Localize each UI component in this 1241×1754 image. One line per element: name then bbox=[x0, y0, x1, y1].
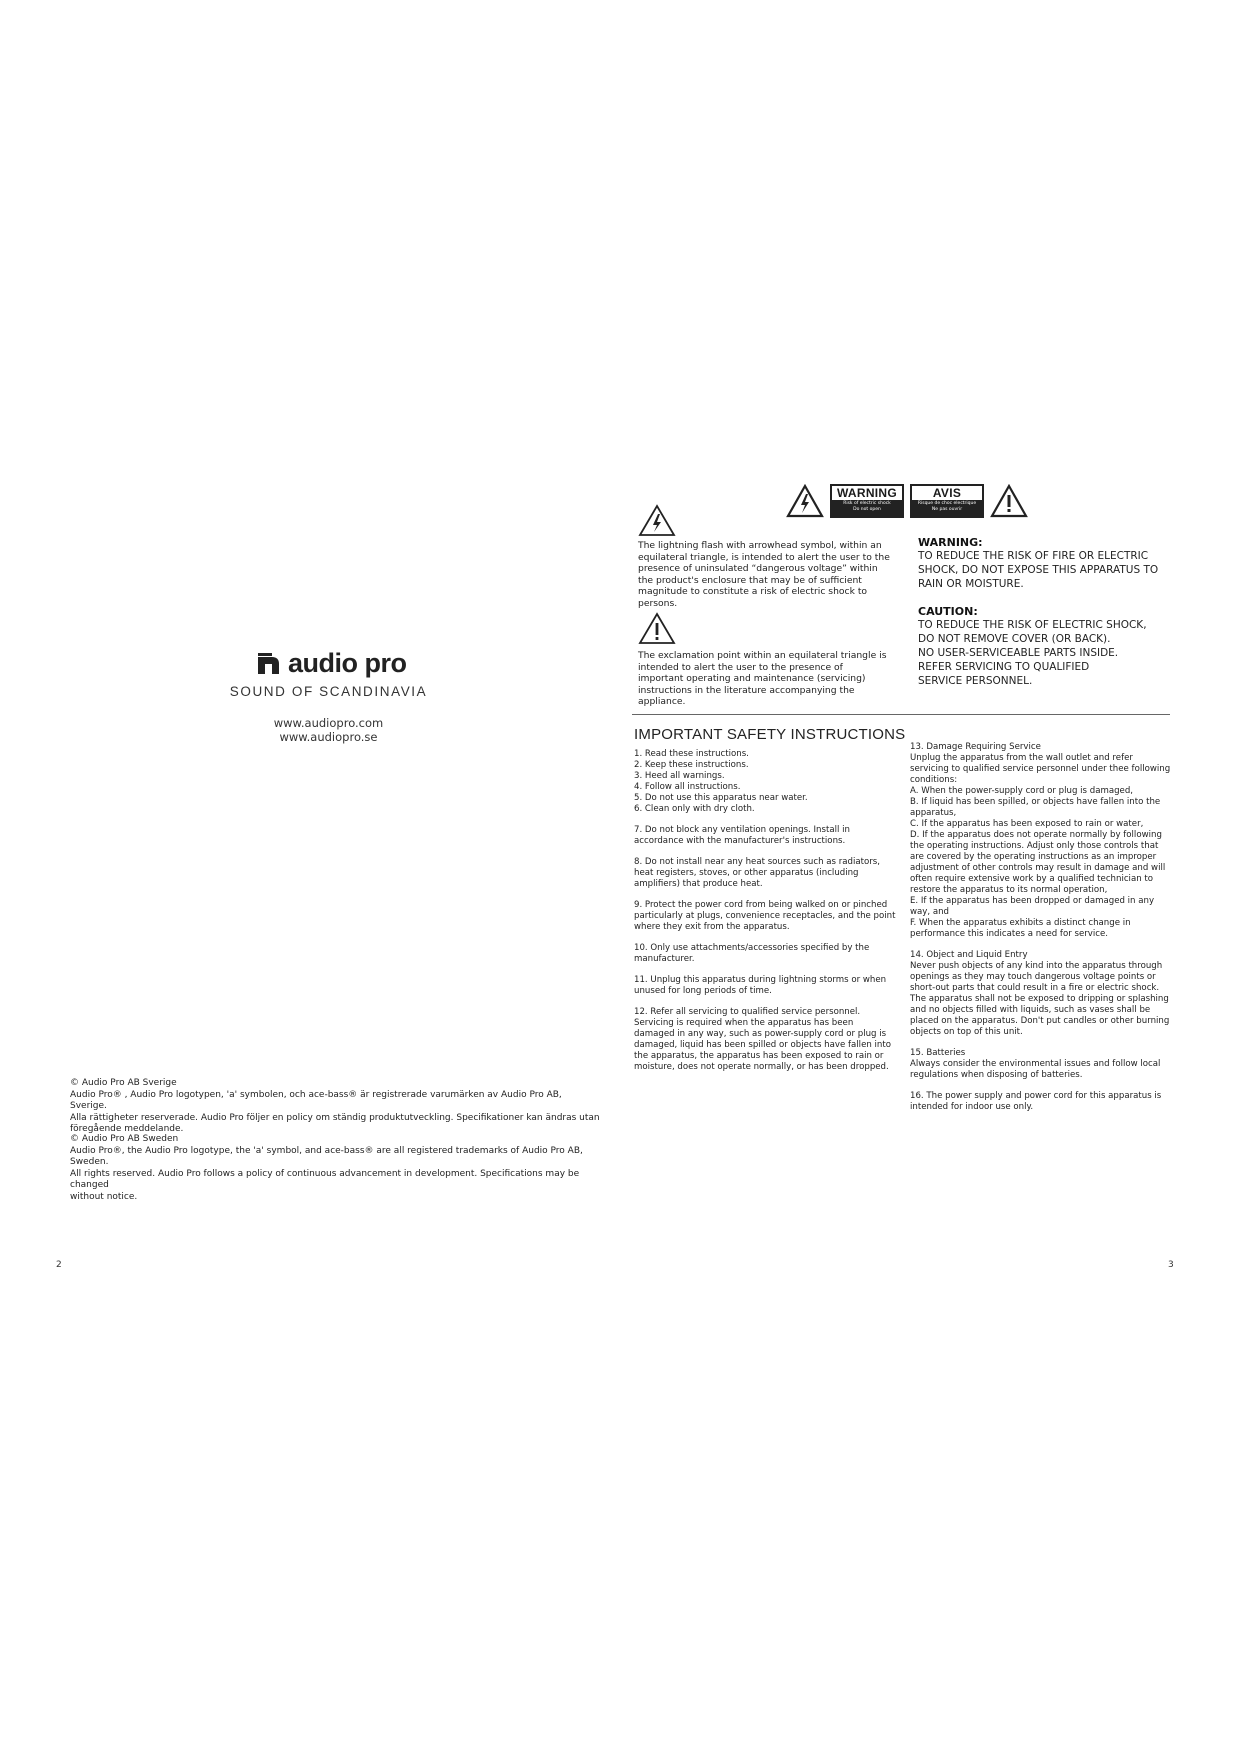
warning-label-sub1: Risk of electric shock bbox=[843, 501, 891, 506]
lightning-triangle-icon bbox=[638, 504, 676, 537]
list-item-13 bbox=[910, 742, 1172, 940]
warning-line: TO REDUCE THE RISK OF FIRE OR ELECTRIC bbox=[918, 550, 1149, 562]
audio-pro-a-icon bbox=[258, 653, 280, 675]
caution-line: SERVICE PERSONNEL. bbox=[918, 675, 1033, 687]
list-item: 7. Do not block any ventilation openings. Install in accordance with the manufacturer's instructions. bbox=[634, 825, 850, 846]
website-urls bbox=[226, 716, 431, 744]
warning-label-title: WARNING bbox=[836, 486, 898, 500]
warning-symbols-row bbox=[786, 484, 1028, 518]
list-item: 10. Only use attachments/accessories specified by the manufacturer. bbox=[634, 943, 870, 964]
list-item: 12. Refer all servicing to qualified service personnel. Servicing is required when the apparatus has been damaged in any way, such as power-supply cord or plug is damaged, liquid has been spilled or objects have fallen into the apparatus, the apparatus has been exposed to rain or moisture, does not operate normally, or has been dropped. bbox=[634, 1007, 891, 1072]
avis-label-title: AVIS bbox=[932, 486, 962, 500]
legal-sv-line3: föregående meddelande. bbox=[70, 1124, 184, 1134]
item-13-b: B. If liquid has been spilled, or objects have fallen into the apparatus, bbox=[910, 797, 1161, 818]
warning-label-sub2: Do not open bbox=[853, 506, 881, 512]
exclamation-triangle-icon bbox=[638, 612, 676, 645]
divider bbox=[632, 714, 1170, 715]
avis-label-sub2: Ne pas ouvrir bbox=[931, 506, 963, 512]
item-15-head: 15. Batteries bbox=[910, 1048, 966, 1058]
instructions-column-left bbox=[634, 749, 896, 1083]
item-13-f: F. When the apparatus exhibits a distinct change in performance this indicates a need for service. bbox=[910, 918, 1131, 939]
section-title: IMPORTANT SAFETY INSTRUCTIONS bbox=[634, 726, 906, 743]
item-13-d: D. If the apparatus does not operate normally by following the operating instructions. Adjust only those controls that are covered by the operating instructions as an improper adjustment of other controls may result in damage and will often require extensive work by a qualified technician to restore the apparatus to its normal operation, bbox=[910, 830, 1166, 895]
caution-line: TO REDUCE THE RISK OF ELECTRIC SHOCK, bbox=[918, 619, 1147, 631]
legal-en-line3: without notice. bbox=[70, 1191, 138, 1202]
brand-logo bbox=[258, 648, 407, 679]
caution-heading: CAUTION: bbox=[918, 605, 978, 618]
list-item: 3. Heed all warnings. bbox=[634, 771, 725, 781]
legal-sv-line2: Alla rättigheter reserverade. Audio Pro följer en policy om ständig produktutveckling. Specifikationer kan ändras utan bbox=[70, 1112, 600, 1123]
item-14-head: 14. Object and Liquid Entry bbox=[910, 950, 1028, 960]
avis-label bbox=[910, 484, 984, 518]
caution-line: NO USER-SERVICEABLE PARTS INSIDE. bbox=[918, 647, 1119, 659]
exclamation-triangle-icon bbox=[990, 484, 1028, 518]
item-13-head: 13. Damage Requiring Service bbox=[910, 742, 1041, 752]
legal-en-line2: All rights reserved. Audio Pro follows a policy of continuous advancement in development. Specifications may be changed bbox=[70, 1168, 580, 1190]
page-number-left: 2 bbox=[56, 1260, 62, 1270]
avis-label-sub1: Risque de choc electrique bbox=[917, 501, 977, 506]
list-item: 11. Unplug this apparatus during lightning storms or when unused for long periods of time. bbox=[634, 975, 887, 996]
list-item: 9. Protect the power cord from being walked on or pinched particularly at plugs, convenience receptacles, and the point where they exit from the apparatus. bbox=[634, 900, 896, 932]
item-13-a: A. When the power-supply cord or plug is damaged, bbox=[910, 786, 1134, 796]
list-item-15 bbox=[910, 1048, 1172, 1081]
item-13-intro: Unplug the apparatus from the wall outlet and refer servicing to qualified service personnel under thee following conditions: bbox=[910, 753, 1171, 785]
legal-sv-head: © Audio Pro AB Sverige bbox=[70, 1078, 177, 1088]
legal-en-head: © Audio Pro AB Sweden bbox=[70, 1134, 179, 1144]
warning-heading: WARNING: bbox=[918, 536, 983, 549]
warning-line: SHOCK, DO NOT EXPOSE THIS APPARATUS TO bbox=[918, 564, 1159, 576]
page-number-right: 3 bbox=[1168, 1260, 1174, 1270]
item-13-c: C. If the apparatus has been exposed to rain or water, bbox=[910, 819, 1144, 829]
warning-line: RAIN OR MOISTURE. bbox=[918, 578, 1024, 590]
list-item: 5. Do not use this apparatus near water. bbox=[634, 793, 808, 803]
list-item: 16. The power supply and power cord for this apparatus is intended for indoor use only. bbox=[910, 1091, 1162, 1112]
exclamation-description: The exclamation point within an equilateral triangle is intended to alert the user to the presence of important operating and maintenance (servicing) instructions in the literature accompanying the appliance. bbox=[638, 650, 887, 707]
caution-line: REFER SERVICING TO QUALIFIED bbox=[918, 661, 1090, 673]
tagline: SOUND OF SCANDINAVIA bbox=[229, 684, 428, 699]
url-com[interactable]: www.audiopro.com bbox=[273, 716, 384, 730]
caution-line: DO NOT REMOVE COVER (OR BACK). bbox=[918, 633, 1111, 645]
url-se[interactable]: www.audiopro.se bbox=[279, 730, 378, 744]
lightning-description: The lightning flash with arrowhead symbol, within an equilateral triangle, is intended to alert the user to the presence of uninsulated “dangerous voltage” within the product's enclosure that may be of sufficient magnitude to constitute a risk of electric shock to persons. bbox=[638, 540, 890, 609]
caution-block bbox=[918, 605, 1178, 688]
list-item-14 bbox=[910, 950, 1172, 1038]
logo-text: audio pro bbox=[288, 648, 407, 678]
warning-label bbox=[830, 484, 904, 518]
warning-block bbox=[918, 536, 1178, 591]
legal-sv-line1: Audio Pro® , Audio Pro logotypen, 'a' symbolen, och ace-bass® är registrerade varumärken av Audio Pro AB, Sverige. bbox=[70, 1089, 562, 1111]
instructions-column-right bbox=[910, 742, 1172, 1123]
lightning-triangle-icon bbox=[786, 484, 824, 518]
item-15-body: Always consider the environmental issues and follow local regulations when disposing of batteries. bbox=[910, 1059, 1161, 1080]
item-13-e: E. If the apparatus has been dropped or damaged in any way, and bbox=[910, 896, 1155, 917]
legal-notice-en bbox=[70, 1134, 600, 1203]
legal-notice-sv bbox=[70, 1078, 600, 1136]
item-14-body: Never push objects of any kind into the apparatus through openings as they may touch dangerous voltage points or short-out parts that could result in a fire or electric shock. The apparatus shall not be exposed to dripping or splashing and no objects filled with liquids, such as vases shall be placed on the apparatus. Don't put candles or other burning objects on top of this unit. bbox=[910, 961, 1170, 1037]
list-item: 4. Follow all instructions. bbox=[634, 782, 741, 792]
list-item: 8. Do not install near any heat sources such as radiators, heat registers, stoves, or other apparatus (including amplifiers) that produce heat. bbox=[634, 857, 881, 889]
list-item: 1. Read these instructions. bbox=[634, 749, 749, 759]
list-item: 2. Keep these instructions. bbox=[634, 760, 749, 770]
list-items-1-6 bbox=[634, 749, 896, 815]
legal-en-line1: Audio Pro®, the Audio Pro logotype, the 'a' symbol, and ace-bass® are all registered trademarks of Audio Pro AB, Sweden. bbox=[70, 1145, 583, 1167]
list-item: 6. Clean only with dry cloth. bbox=[634, 804, 755, 814]
